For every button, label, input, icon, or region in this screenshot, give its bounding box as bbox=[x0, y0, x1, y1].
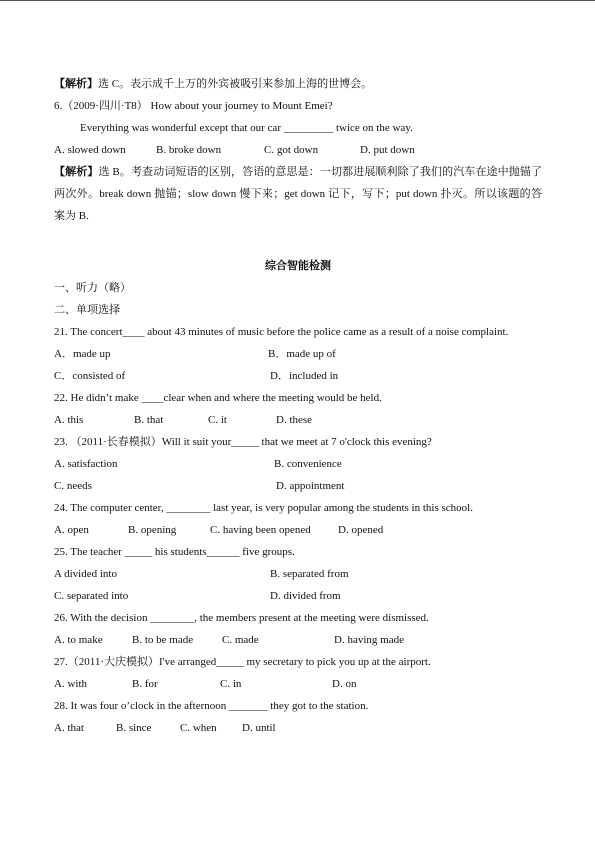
option-d: D. opened bbox=[338, 524, 384, 536]
option-b: B. for bbox=[132, 678, 158, 690]
q6-reply: Everything was wonderful except that our car _________ twice on the way. bbox=[80, 122, 413, 134]
option-d: D. put down bbox=[360, 144, 415, 156]
question-26-options bbox=[54, 629, 542, 651]
option-c: C. having been opened bbox=[210, 524, 311, 536]
page-top-rule bbox=[0, 0, 595, 1]
q6-options bbox=[54, 139, 542, 161]
option-d: D. appointment bbox=[276, 480, 345, 492]
option-a: A. that bbox=[54, 722, 84, 734]
option-b: B. since bbox=[116, 722, 152, 734]
question-21-options-row2 bbox=[54, 365, 542, 387]
question-24-options bbox=[54, 519, 542, 541]
option-a: A. satisfaction bbox=[54, 458, 118, 470]
part-listening: 一、听力（略） bbox=[54, 282, 131, 294]
option-c: C. when bbox=[180, 722, 217, 734]
option-b: B. that bbox=[134, 414, 164, 426]
explanation-text: 选 B。考查动词短语的区别，答语的意思是：一切都进展顺利除了我们的汽车在途中抛锚了两次外。break down 抛锚；slow down 慢下来；get down 记下，写下；put down 扑灭。所以该题的答案为 B. bbox=[54, 166, 542, 222]
question-23-options-row1 bbox=[54, 453, 542, 475]
option-c: C. separated into bbox=[54, 590, 129, 602]
question-23-stem: 23. （2011·长春模拟）Will it suit your_____ that we meet at 7 o'clock this evening? bbox=[54, 436, 432, 448]
option-c: C. needs bbox=[54, 480, 92, 492]
option-c: C. got down bbox=[264, 144, 319, 156]
question-24-stem: 24. The computer center, ________ last year, is very popular among the students in this school. bbox=[54, 502, 473, 514]
q5-explanation bbox=[54, 73, 542, 95]
option-a: A. this bbox=[54, 414, 84, 426]
explanation-label: 【解析】 bbox=[54, 166, 99, 178]
option-a: A. to make bbox=[54, 634, 103, 646]
explanation-text: 选 C。表示成千上万的外宾被吸引来参加上海的世博会。 bbox=[98, 78, 373, 90]
option-c: C. made bbox=[222, 634, 259, 646]
option-d: D. on bbox=[332, 678, 357, 690]
option-d: D．included in bbox=[270, 370, 339, 382]
part-multiple-choice: 二、单项选择 bbox=[54, 304, 120, 316]
question-21-stem: 21. The concert____ about 43 minutes of music before the police came as a result of a noise complaint. bbox=[54, 326, 509, 338]
option-a: A．made up bbox=[54, 348, 111, 360]
question-27-stem: 27.（2011·大庆模拟）I've arranged_____ my secretary to pick you up at the airport. bbox=[54, 656, 431, 668]
q6-stem: 6.（2009·四川·T8） How about your journey to Mount Emei? bbox=[54, 100, 333, 112]
option-a: A. with bbox=[54, 678, 87, 690]
option-a: A. open bbox=[54, 524, 89, 536]
option-b: B. separated from bbox=[270, 568, 349, 580]
option-a: A. slowed down bbox=[54, 144, 126, 156]
question-25-options-row1 bbox=[54, 563, 542, 585]
question-27-options bbox=[54, 673, 542, 695]
question-28-stem: 28. It was four o’clock in the afternoon _______ they got to the station. bbox=[54, 700, 369, 712]
option-d: D. these bbox=[276, 414, 313, 426]
q6-explanation bbox=[54, 161, 542, 227]
option-b: B. to be made bbox=[132, 634, 194, 646]
option-d: D. until bbox=[242, 722, 276, 734]
question-22-stem: 22. He didn’t make ____clear when and where the meeting would be held. bbox=[54, 392, 382, 404]
question-23-options-row2 bbox=[54, 475, 542, 497]
option-a: A divided into bbox=[54, 568, 117, 580]
question-26-stem: 26. With the decision ________, the members present at the meeting were dismissed. bbox=[54, 612, 429, 624]
option-b: B．made up of bbox=[268, 348, 336, 360]
question-28-options bbox=[54, 717, 542, 739]
option-b: B. convenience bbox=[274, 458, 342, 470]
option-c: C．consisted of bbox=[54, 370, 126, 382]
option-d: D. divided from bbox=[270, 590, 341, 602]
option-c: C. in bbox=[220, 678, 242, 690]
option-b: B. opening bbox=[128, 524, 177, 536]
question-22-options bbox=[54, 409, 542, 431]
question-25-options-row2 bbox=[54, 585, 542, 607]
question-25-stem: 25. The teacher _____ his students______ five groups. bbox=[54, 546, 295, 558]
document-page bbox=[54, 73, 542, 739]
option-d: D. having made bbox=[334, 634, 404, 646]
question-21-options-row1 bbox=[54, 343, 542, 365]
option-b: B. broke down bbox=[156, 144, 222, 156]
section-title: 综合智能检测 bbox=[265, 260, 331, 272]
option-c: C. it bbox=[208, 414, 227, 426]
explanation-label: 【解析】 bbox=[54, 78, 98, 90]
